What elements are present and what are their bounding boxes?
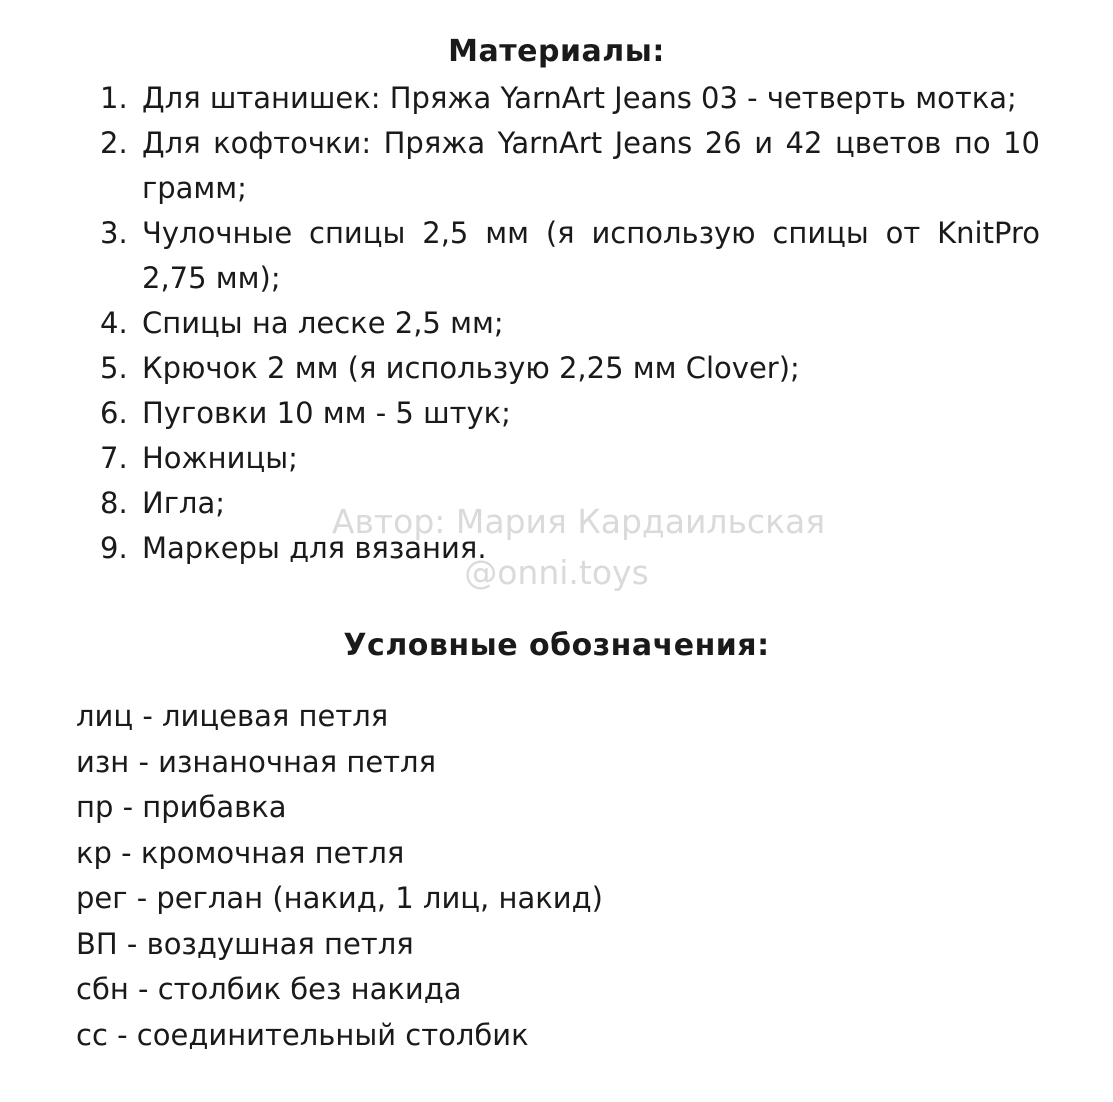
materials-item — [100, 211, 1040, 301]
item-number: 9. — [100, 531, 128, 565]
item-number: 7. — [100, 441, 128, 475]
legend-list — [76, 694, 603, 1058]
item-text: Для кофточки: Пряжа YarnArt Jeans 26 и 42 цветов по 10 грамм; — [142, 126, 1040, 205]
legend-item: пр - прибавка — [76, 790, 287, 824]
materials-item — [100, 121, 1040, 211]
watermark-handle: @onni.toys — [464, 553, 649, 592]
item-text: Игла; — [142, 486, 226, 520]
materials-item — [100, 481, 1040, 526]
item-text: Чулочные спицы 2,5 мм (я использую спицы от KnitPro 2,75 мм); — [142, 216, 1040, 295]
item-text: Ножницы; — [142, 441, 298, 475]
legend-title: Условные обозначения: — [343, 628, 770, 663]
item-text: Для штанишек: Пряжа YarnArt Jeans 03 - четверть мотка; — [142, 81, 1017, 115]
item-number: 5. — [100, 351, 128, 385]
materials-item — [100, 76, 1040, 121]
item-number: 4. — [100, 306, 128, 340]
legend-item: сс - соединительный столбик — [76, 1017, 529, 1052]
item-number: 1. — [100, 81, 128, 115]
materials-list — [100, 76, 1040, 571]
item-number: 6. — [100, 396, 128, 430]
legend-item: сбн - столбик без накида — [76, 972, 462, 1006]
materials-title: Материалы: — [448, 34, 665, 69]
legend-item: ВП - воздушная петля — [76, 926, 414, 961]
item-text: Спицы на леске 2,5 мм; — [142, 306, 504, 340]
item-number: 2. — [100, 126, 128, 160]
materials-item — [100, 526, 1040, 571]
item-text: Маркеры для вязания. — [142, 531, 487, 565]
item-number: 8. — [100, 486, 128, 520]
item-text: Пуговки 10 мм - 5 штук; — [142, 396, 511, 430]
materials-item — [100, 436, 1040, 481]
materials-item — [100, 346, 1040, 391]
item-text: Крючок 2 мм (я использую 2,25 мм Clover); — [142, 351, 800, 385]
legend-item: лиц - лицевая петля — [76, 699, 389, 733]
legend-item: кр - кромочная петля — [76, 835, 405, 870]
item-number: 3. — [100, 216, 128, 250]
materials-item — [100, 391, 1040, 436]
watermark-author: Автор: Мария Кардаильская — [331, 502, 826, 541]
materials-item — [100, 301, 1040, 346]
legend-item: изн - изнаночная петля — [76, 744, 437, 779]
legend-item: рег - реглан (накид, 1 лиц, накид) — [76, 881, 603, 915]
